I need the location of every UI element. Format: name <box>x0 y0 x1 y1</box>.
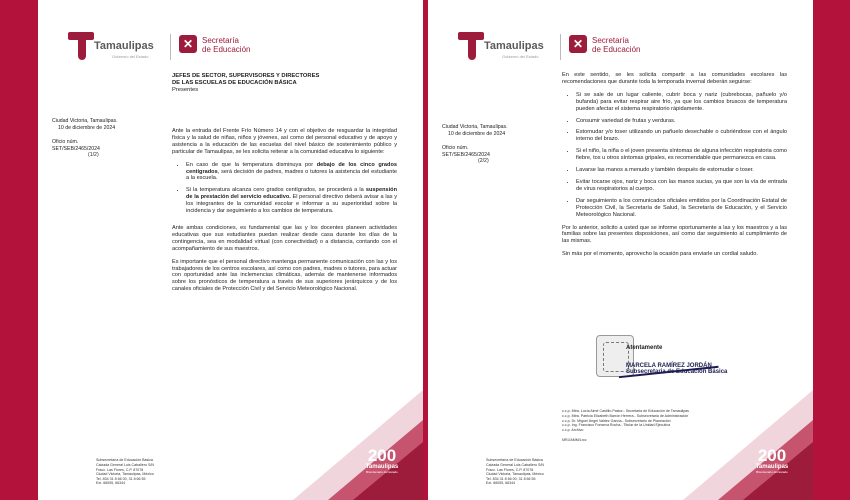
paragraph: Sin más por el momento, aprovecho la ocasión para enviarle un cordial saludo. <box>562 251 758 258</box>
footer-address <box>96 458 154 486</box>
measure-text: En caso de que la temperatura disminuya por <box>186 161 317 168</box>
page-marker: (2/2) <box>478 158 489 165</box>
bicentennial-badge <box>747 448 797 474</box>
date: 10 de diciembre de 2024 <box>58 124 116 131</box>
signature-text <box>626 345 727 375</box>
address-line: Fracc. Las Flores, C.P. 87078 <box>96 467 144 472</box>
letter-page-1 <box>38 0 423 500</box>
oficio-number: SET/SEB/2465/2024 <box>442 151 490 158</box>
recommendation-item: • Evitar tocarse ojos, nariz y boca con las manos sucias, ya que son la vía de entrada de virus respiratorios al cuerpo. <box>576 179 787 193</box>
address-line: Ciudad Victoria, Tamaulipas, México <box>96 472 154 477</box>
letter-meta <box>52 118 148 159</box>
address-line: Subsecretaría de Educación Básica <box>96 458 153 463</box>
badge-tagline: Bicentenario del Estado <box>756 470 788 474</box>
oficio-label: Oficio núm. <box>52 139 79 146</box>
page-marker: (1/2) <box>88 152 99 159</box>
letter-body <box>562 72 787 264</box>
badge-name: Tamaulipas <box>365 464 399 470</box>
measure-text: , será decisión de padres, madres o tutores la asistencia del estudiante a la escuela. <box>186 168 397 182</box>
recommendation-item: • Si se sale de un lugar caliente, cubrir boca y nariz (cubrebocas, pañuelo y/o bufanda) para evitar respirar aire frío, ya que los cambios bruscos de temperatura pueden afectar el sistema respiratorio rápidamente. <box>576 92 787 113</box>
letter-meta <box>442 124 538 165</box>
department-line-2: de Educación <box>202 45 251 54</box>
measure-text: El personal directivo deberá avisar a las y los integrantes de la comunidad escolar e informar a su superioridad sobre la incidencia y dar seguimiento a los cambios de temperatura. <box>186 194 397 215</box>
sep-logo-icon: ✕ <box>569 35 587 53</box>
logo-tagline: Gobierno del Estado <box>112 54 149 59</box>
paragraph: Por lo anterior, solicito a usted que se informe oportunamente a las y los maestros y a las familias sobre las presentes disposiciones, así como dar seguimiento al cumplimiento de las mismas. <box>562 224 787 245</box>
department-line-1: Secretaría <box>592 36 629 45</box>
recommendation-item: • Consumir variedad de frutas y verduras. <box>576 118 787 125</box>
department-name <box>202 36 250 54</box>
header-divider <box>170 34 171 60</box>
recipient-block <box>172 73 397 95</box>
logo-name: Tamaulipas <box>94 40 154 52</box>
measure-bold: suspensión de la prestación del servicio educativo. <box>186 187 397 201</box>
address-line: Calzada General Luis Caballero S/N <box>96 463 154 468</box>
measure-item <box>186 162 397 183</box>
signer-name: MARCELA RAMÍREZ JORDÁN <box>626 363 712 369</box>
letter-body <box>172 128 397 299</box>
ccp-line: c.c.p. Dr. Miguel Ángel Valdez García.- Subsecretario de Planeación <box>562 418 671 423</box>
address-line: Fracc. Las Flores, C.P. 87078 <box>486 467 534 472</box>
address-line: Tel. 834 31 8 66 00, 31 8 66 55 <box>486 476 536 481</box>
paragraph: Es importante que el personal directivo mantenga permanente comunicación con las y los trabajadores de los centros escolares, así como con padres, madres o tutores, para actuar con oportunidad ante las inclemencias climáticas, además de mantenerse informados sobre los pronósticos de temperatura a través de sus superiores jerárquicos y de los canales oficiales de Protección Civil y del Servicio Meteorológico Nacional. <box>172 258 397 293</box>
ccp-line: c.c.p. Mtra. Patricia Elizabeth Barrón Herrera.- Subsecretaria de Administración <box>562 413 689 418</box>
recommendations-list <box>562 92 787 219</box>
address-line: Ext. 66055, 66344 <box>96 481 126 486</box>
footer-address <box>486 458 544 486</box>
ccp-line: c.c.p. Ing. Francisco Fonseca Rocha.- Titular de la Unidad Ejecutiva <box>562 423 671 428</box>
oficio-number: SET/SEB/2465/2024 <box>52 145 100 152</box>
department-line-2: de Educación <box>592 45 641 54</box>
address-line: Calzada General Luis Caballero S/N <box>486 463 544 468</box>
tamaulipas-logo-icon <box>68 32 94 60</box>
sep-logo-icon: ✕ <box>179 35 197 53</box>
address-line: Ciudad Victoria, Tamaulipas, México <box>486 472 544 477</box>
signer-title: Subsecretaria de Educación Básica <box>626 369 728 375</box>
recipient-line-1: JEFES DE SECTOR, SUPERVISORES Y DIRECTORES <box>172 73 320 79</box>
badge-number: 200 <box>757 446 787 465</box>
recommendation-item: • Dar seguimiento a los comunicados oficiales emitidos por la Coordinación Estatal de Protección Civil, la Secretaría de Salud, la Secretaría de Educación, y el Servicio Meteorológico Nacional. <box>576 198 787 219</box>
date: 10 de diciembre de 2024 <box>448 130 506 137</box>
recommendation-item: • Estornudar y/o toser utilizando un pañuelo desechable o cubriéndose con el ángulo interno del brazo. <box>576 129 787 143</box>
header-divider <box>560 34 561 60</box>
logo-tagline: Gobierno del Estado <box>502 54 539 59</box>
signature-block <box>596 335 736 390</box>
tamaulipas-logo-icon <box>458 32 484 60</box>
intro-paragraph: Ante la entrada del Frente Frío Número 14 y con el objetivo de resguardar la integridad física y la salud de niñas, niños y jóvenes, así como del personal educativo y de apoyo y asistencia a la educación de las escuelas del nivel básico de sostenimiento público y particular de Tamaulipas, se les solicita reiterar a la comunidad educativa lo siguiente: <box>172 128 397 155</box>
badge-tagline: Bicentenario del Estado <box>366 470 398 474</box>
badge-number: 200 <box>367 446 397 465</box>
measure-text: Si la temperatura alcanza cero grados centígrados, se procederá a la <box>186 187 366 194</box>
address-line: Subsecretaría de Educación Básica <box>486 458 543 463</box>
address-line: Ext. 66055, 66344 <box>486 481 516 486</box>
department-line-1: Secretaría <box>202 36 239 45</box>
measure-bold: debajo de los cinco grados centígrados <box>186 161 397 175</box>
department-name <box>592 36 640 54</box>
logo-name: Tamaulipas <box>484 40 544 52</box>
oficio-label: Oficio núm. <box>442 145 469 152</box>
measures-list <box>172 162 397 215</box>
address-line: Tel. 834 31 8 66 00, 31 8 66 55 <box>96 476 146 481</box>
letter-page-2 <box>428 0 813 500</box>
city: Ciudad Victoria, Tamaulipas. <box>442 124 508 130</box>
recipient-line-2: DE LAS ESCUELAS DE EDUCACIÓN BÁSICA <box>172 80 297 87</box>
recipient-line-3: Presentes <box>172 87 199 94</box>
city: Ciudad Victoria, Tamaulipas. <box>52 118 118 124</box>
measure-item <box>186 187 397 215</box>
ccp-line: c.c.p. Mtra. Lucía Aimé Castillo Pastor.- Secretaria de Educación de Tamaulipas <box>562 409 689 413</box>
closing: Atentamente <box>626 345 663 351</box>
ccp-line: c.c.p. Archivo <box>562 428 584 433</box>
initials: MRJ/AMM/Lrcc <box>562 438 587 442</box>
recommendation-item: • Si el niño, la niña o el joven presenta síntomas de alguna infección respiratoria como fiebre, tos u otros síntomas gripales, es recomendable que permanezca en casa. <box>576 148 787 162</box>
recommendation-item: • Lavarse las manos a menudo y también después de estornudar o toser. <box>576 167 787 174</box>
intro-paragraph: En este sentido, se les solicita compartir a las comunidades escolares las recomendaciones que durante toda la temporada invernal deberán seguirse: <box>562 72 787 85</box>
bicentennial-badge <box>357 448 407 474</box>
letterhead <box>458 30 793 66</box>
letterhead <box>68 30 403 66</box>
paragraph: Ante ambas condiciones, es fundamental que las y los docentes planeen actividades educativas que sus estudiantes puedan realizar desde casa durante los días de la contingencia, sea en modalidad virtual (con conectividad) o a distancia, contando con el acompañamiento de sus maestros. <box>172 224 397 252</box>
badge-name: Tamaulipas <box>755 464 789 470</box>
